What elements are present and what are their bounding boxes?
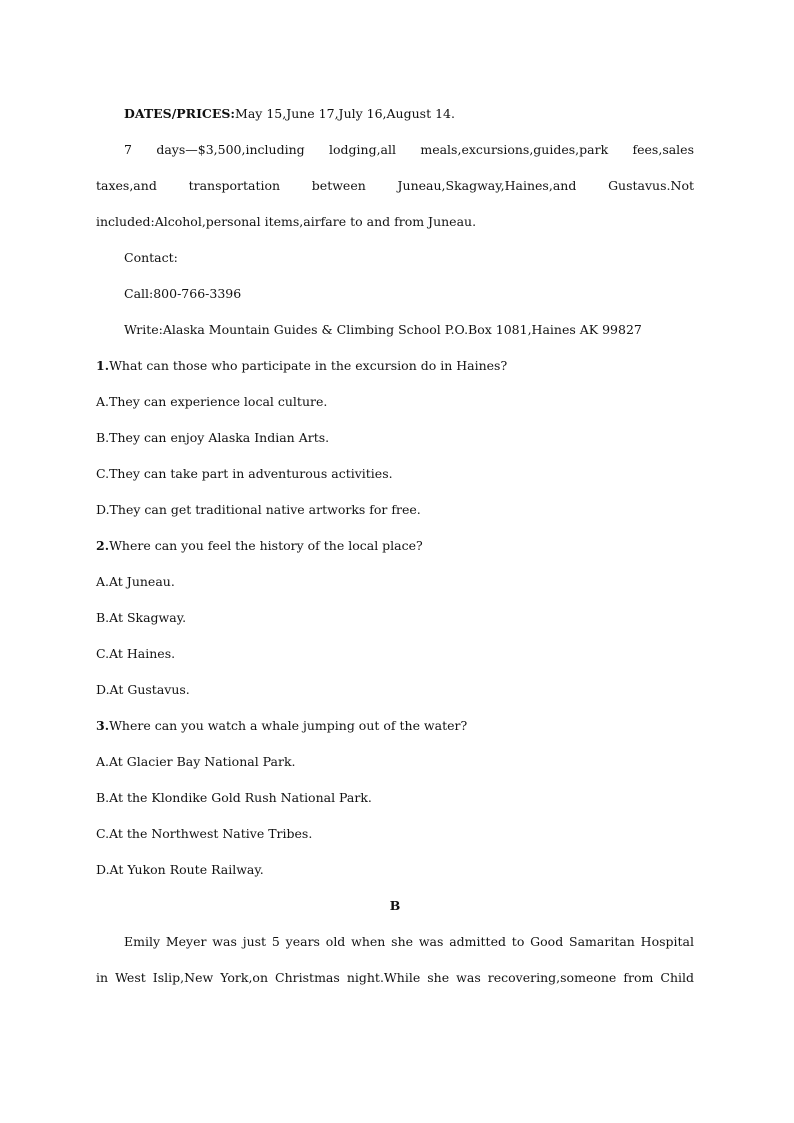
- dates-prices-value: May 15,June 17,July 16,August 14.: [235, 106, 455, 121]
- dates-prices-label: DATES/PRICES:: [124, 106, 236, 121]
- question-number: 3.: [96, 718, 110, 733]
- question-3-option-b: B.At the Klondike Gold Rush National Park.: [96, 790, 372, 805]
- question-3-option-a: A.At Glacier Bay National Park.: [96, 754, 296, 769]
- contact-write: Write:Alaska Mountain Guides & Climbing School P.O.Box 1081,Haines AK 99827: [124, 322, 642, 337]
- question-text: What can those who participate in the excursion do in Haines?: [109, 358, 508, 373]
- question-number: 1.: [96, 358, 110, 373]
- passage-line-1: Emily Meyer was just 5 years old when she was admitted to Good Samaritan Hospital: [124, 934, 694, 949]
- question-3-option-c: C.At the Northwest Native Tribes.: [96, 826, 313, 841]
- question-number: 2.: [96, 538, 110, 553]
- question-text: Where can you watch a whale jumping out of the water?: [109, 718, 468, 733]
- question-2-option-c: C.At Haines.: [96, 646, 176, 661]
- price-line-1: 7 days—$3,500,including lodging,all meals,excursions,guides,park fees,sales: [124, 142, 694, 157]
- question-2-option-d: D.At Gustavus.: [96, 682, 190, 697]
- question-text: Where can you feel the history of the local place?: [109, 538, 423, 553]
- question-1: [96, 354, 694, 390]
- question-2: [96, 534, 694, 570]
- question-1-option-b: B.They can enjoy Alaska Indian Arts.: [96, 430, 330, 445]
- question-2-option-b: B.At Skagway.: [96, 610, 187, 625]
- question-1-option-a: A.They can experience local culture.: [96, 394, 328, 409]
- price-line-3: included:Alcohol,personal items,airfare to and from Juneau.: [96, 214, 477, 229]
- question-2-option-a: A.At Juneau.: [96, 574, 175, 589]
- page-content: [96, 102, 694, 1002]
- passage-line-2: in West Islip,New York,on Christmas night.While she was recovering,someone from Child: [96, 970, 694, 985]
- question-3: [96, 714, 694, 750]
- question-3-option-d: D.At Yukon Route Railway.: [96, 862, 264, 877]
- dates-prices-line: [96, 102, 694, 138]
- question-1-option-c: C.They can take part in adventurous activities.: [96, 466, 393, 481]
- price-line-2: taxes,and transportation between Juneau,Skagway,Haines,and Gustavus.Not: [96, 178, 694, 193]
- contact-call: Call:800-766-3396: [124, 286, 242, 301]
- contact-label: Contact:: [124, 250, 178, 265]
- question-1-option-d: D.They can get traditional native artworks for free.: [96, 502, 421, 517]
- section-b-heading: B: [389, 898, 401, 913]
